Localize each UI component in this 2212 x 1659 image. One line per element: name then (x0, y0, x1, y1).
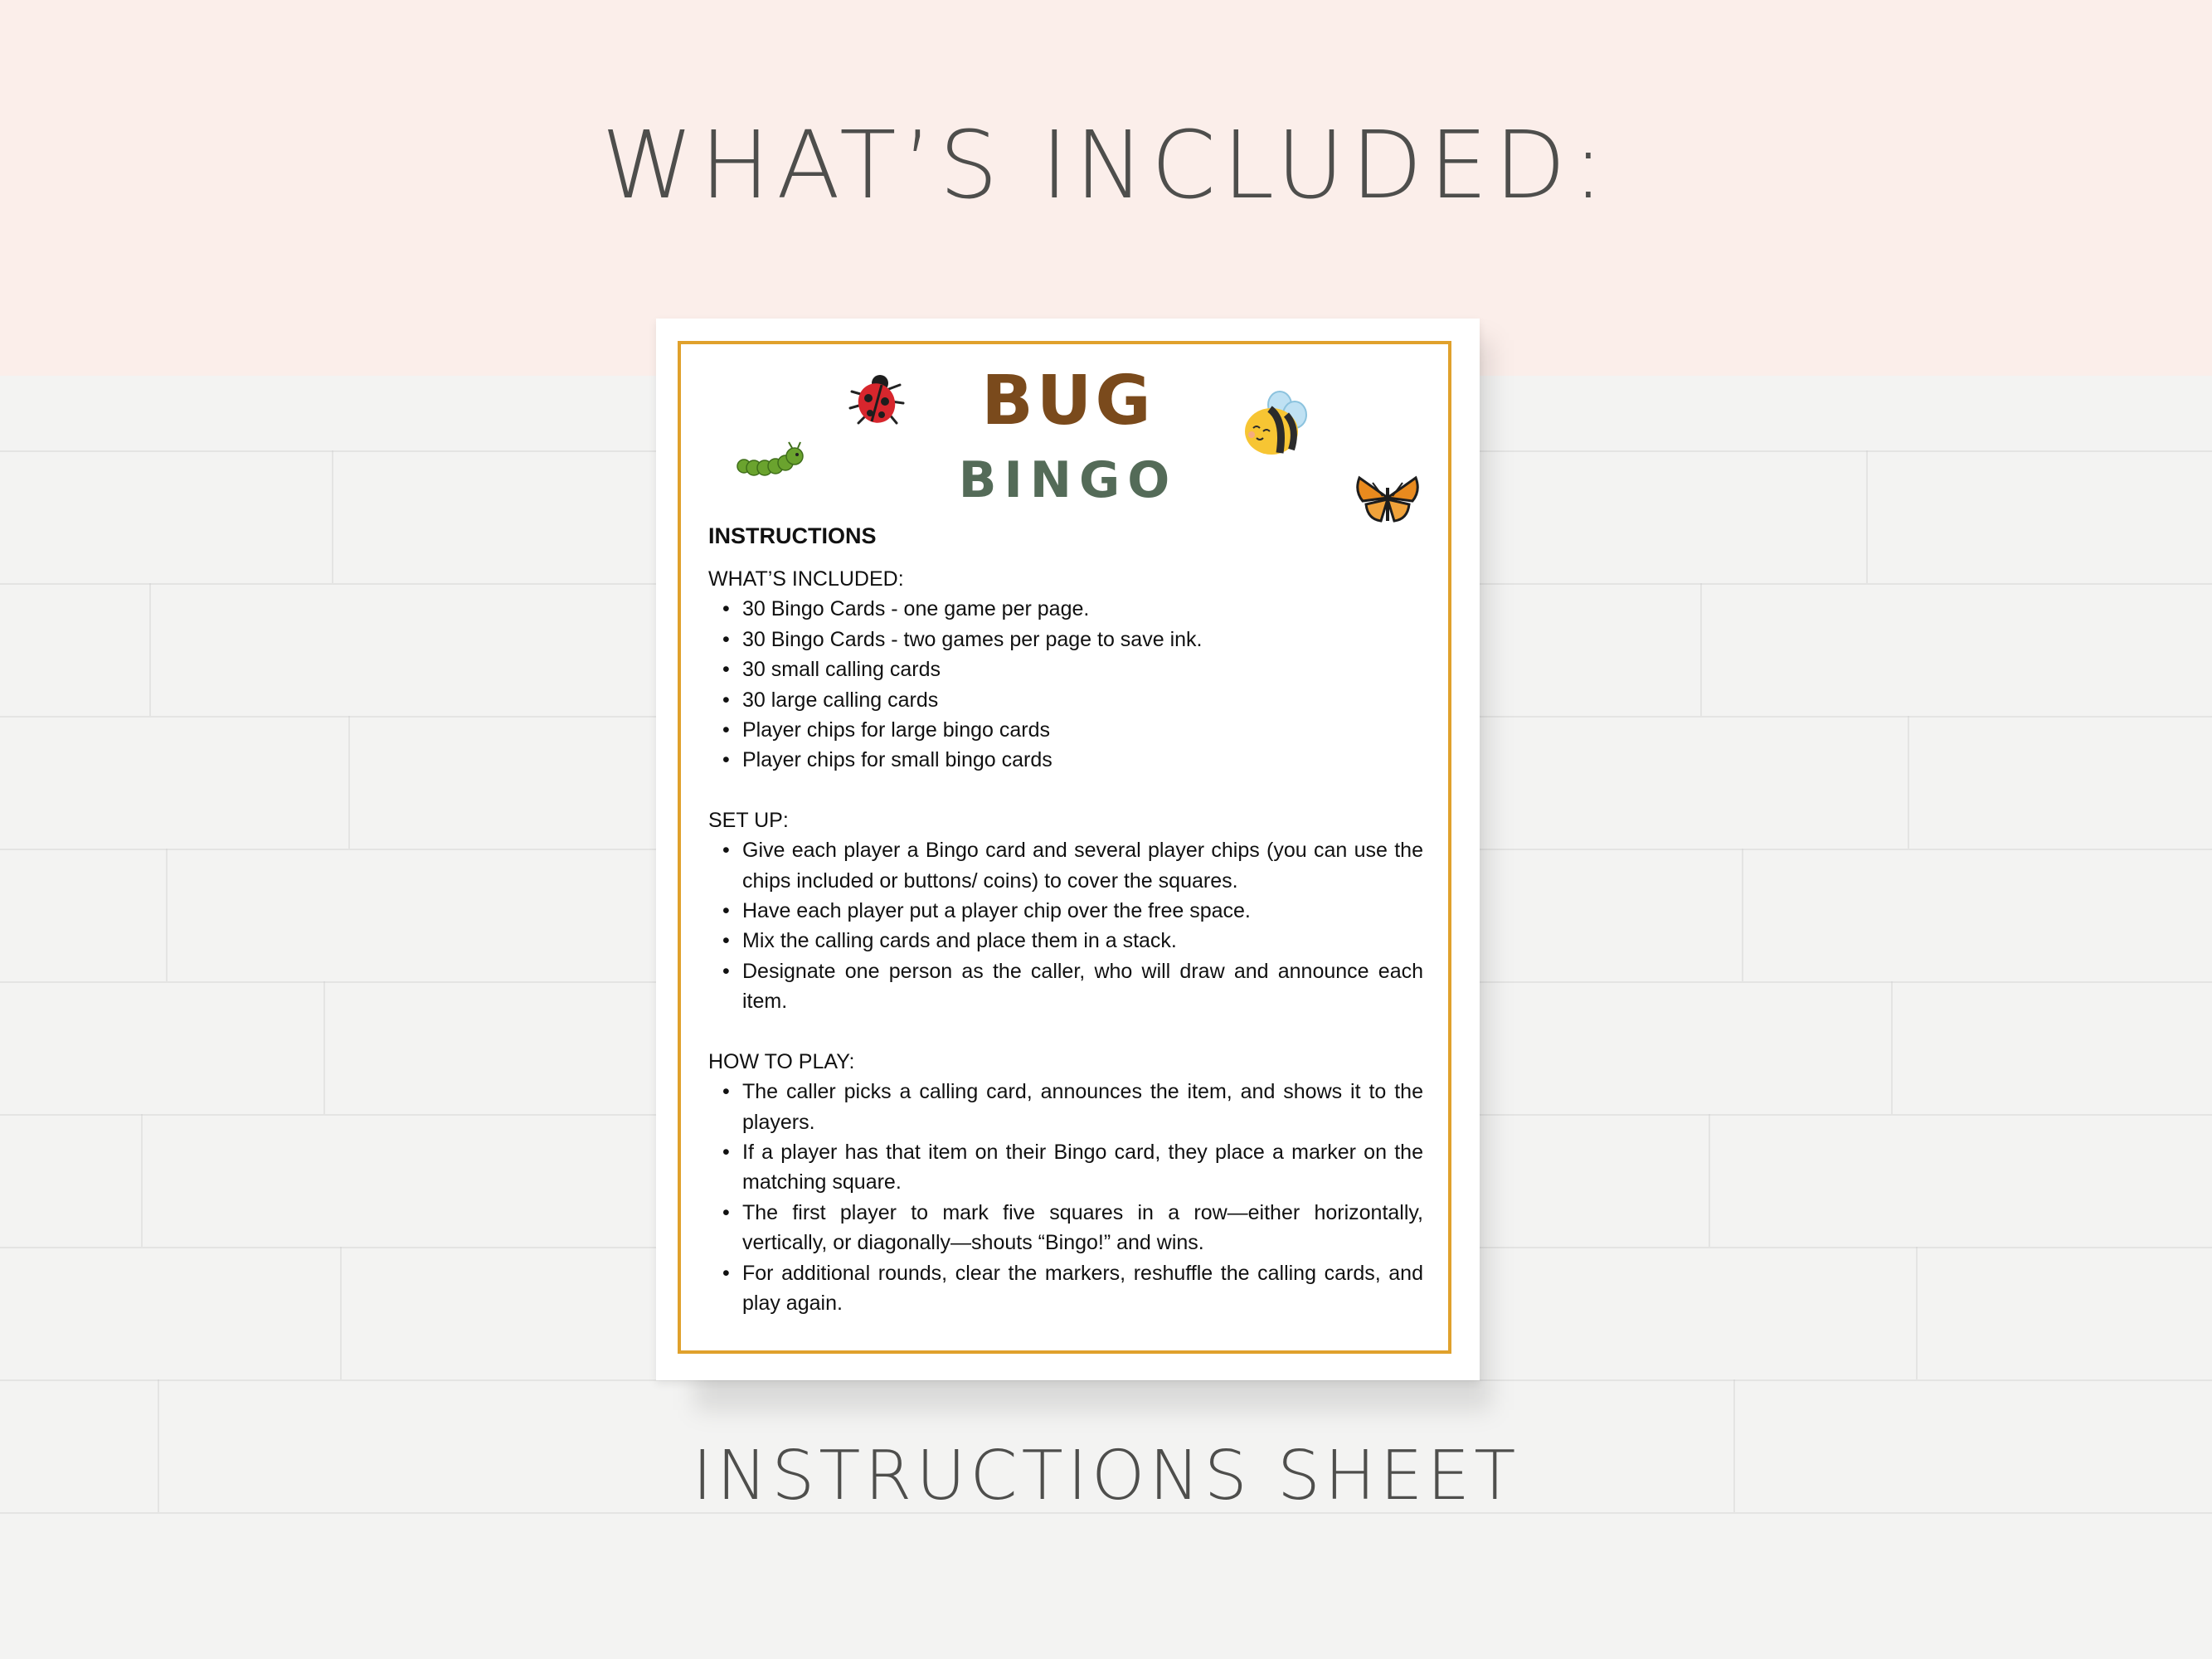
list-item: • Player chips for small bingo cards (742, 745, 1423, 775)
instruction-sheet (656, 319, 1480, 1380)
section-label: WHAT’S INCLUDED: (708, 567, 904, 591)
section-set-up (708, 805, 1423, 1017)
item-list (708, 835, 1423, 1016)
bingo-title: BINGO (958, 451, 1178, 509)
list-item: • Player chips for large bingo cards (742, 715, 1423, 745)
bug-title: BUG (981, 362, 1155, 440)
section-label: HOW TO PLAY: (708, 1049, 855, 1073)
list-item: • 30 small calling cards (742, 654, 1423, 684)
instructions-content (708, 521, 1423, 1318)
list-item: • Mix the calling cards and place them in a stack. (742, 926, 1423, 956)
item-list (708, 1077, 1423, 1318)
list-item: • The first player to mark five squares in a row—either horizontally, vertically, or diagonally—shouts “Bingo!” and wins. (742, 1198, 1423, 1258)
list-item: • Designate one person as the caller, who will draw and announce each item. (742, 956, 1423, 1017)
list-item: • Give each player a Bingo card and several player chips (you can use the chips included or buttons/ coins) to cover the squares. (742, 835, 1423, 896)
list-item: • 30 Bingo Cards - one game per page. (742, 594, 1423, 624)
list-item: • 30 large calling cards (742, 685, 1423, 715)
instructions-heading: INSTRUCTIONS (708, 523, 877, 548)
list-item: • Have each player put a player chip over the free space. (742, 896, 1423, 926)
list-item: • The caller picks a calling card, announces the item, and shows it to the players. (742, 1077, 1423, 1137)
section-how-to-play (708, 1047, 1423, 1319)
instructions-sheet-caption: INSTRUCTIONS SHEET (692, 1437, 1520, 1515)
section-label: SET UP: (708, 808, 789, 832)
list-item: • 30 Bingo Cards - two games per page to save ink. (742, 625, 1423, 654)
list-item: • For additional rounds, clear the markers, reshuffle the calling cards, and play again. (742, 1258, 1423, 1319)
section-whats-included (708, 564, 1423, 776)
whats-included-headline: WHAT’S INCLUDED: (601, 112, 1611, 220)
list-item: • If a player has that item on their Bingo card, they place a marker on the matching square. (742, 1137, 1423, 1198)
item-list (708, 594, 1423, 775)
